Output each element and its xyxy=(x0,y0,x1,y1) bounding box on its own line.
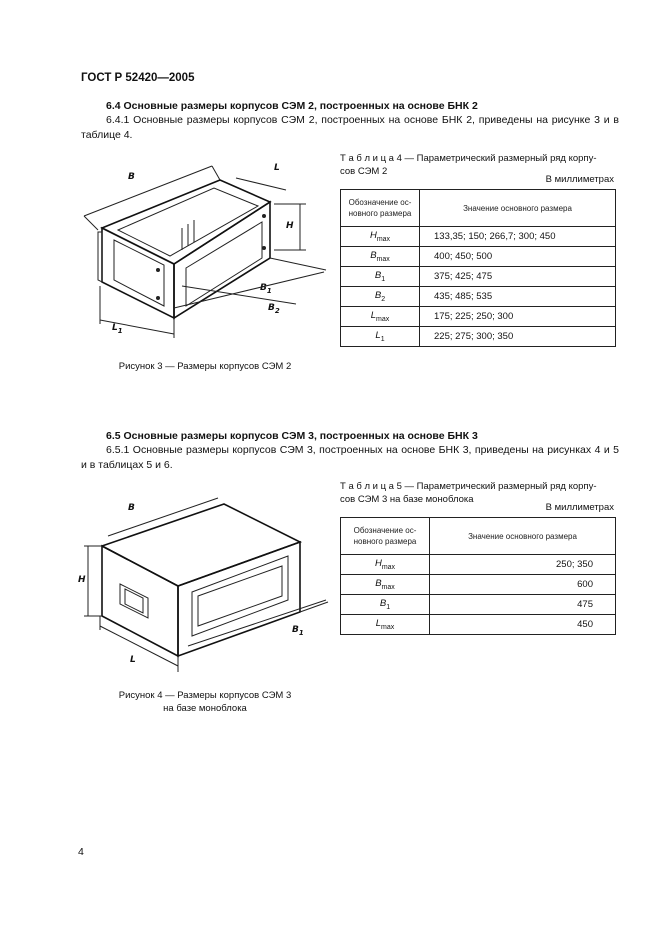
dimension-value: 375; 425; 475 xyxy=(420,267,616,287)
table-row xyxy=(341,575,616,595)
header-line: Обозначение ос- xyxy=(353,526,417,535)
symbol-subscript: max xyxy=(376,255,390,263)
page-number: 4 xyxy=(78,846,84,858)
fig3-label-h: H xyxy=(286,221,294,231)
fig3-ext-line xyxy=(212,166,220,180)
symbol-subscript: max xyxy=(376,315,390,323)
fig4-label-b1: $B_1$ xyxy=(292,625,304,637)
fig3-label-l1: $L_1$ xyxy=(112,323,123,335)
table-row xyxy=(341,287,616,307)
dimension-value: 133,35; 150; 266,7; 300; 450 xyxy=(420,227,616,247)
dimension-value: 400; 450; 500 xyxy=(420,247,616,267)
section-6-4-paragraph: 6.4.1 Основные размеры корпусов СЭМ 2, построенных на основе БНК 2, приведены на рисунке 3 и в таблице 4. xyxy=(81,114,619,141)
fig3-dim-l xyxy=(236,178,286,190)
fig4-dim-b1 xyxy=(188,600,326,646)
table-4-col2-header: Значение основного размера xyxy=(420,190,616,227)
figure-4-drawing xyxy=(78,496,336,676)
section-6-5-paragraph: 6.5.1 Основные размеры корпусов СЭМ 3, построенных на основе БНК 3, приведены на рисунках 4 и 5 и в таблицах 5 и 6. xyxy=(81,444,619,471)
figure-4-caption xyxy=(100,689,310,715)
symbol-subscript: max xyxy=(381,623,395,631)
fig4-label-l: L xyxy=(130,655,136,665)
fig3-label-b: B xyxy=(128,172,135,182)
document-header: ГОСТ Р 52420—2005 xyxy=(81,72,195,84)
symbol-letter: L xyxy=(375,618,382,630)
dimension-value: 250; 350 xyxy=(430,555,616,575)
fig4-front-window-inner xyxy=(125,589,143,613)
table-row xyxy=(341,267,616,287)
symbol-subscript: 2 xyxy=(381,295,386,303)
table-5 xyxy=(340,517,616,635)
table-4-col1-header xyxy=(341,190,420,227)
fig3-hole xyxy=(156,296,160,300)
symbol-subscript: max xyxy=(381,583,395,591)
dimension-value: 475 xyxy=(430,595,616,615)
fig3-front-opening xyxy=(114,240,164,306)
symbol-letter: B xyxy=(370,250,377,262)
symbol-letter: B xyxy=(374,290,382,302)
symbol-letter: H xyxy=(374,558,382,570)
dimension-value: 450 xyxy=(430,615,616,635)
symbol-letter: L xyxy=(375,330,381,342)
fig3-right-opening xyxy=(186,222,262,306)
fig4-top-face xyxy=(102,504,300,586)
dimension-value: 435; 485; 535 xyxy=(420,287,616,307)
table-row xyxy=(341,227,616,247)
dimension-symbol xyxy=(341,615,430,635)
dimension-symbol xyxy=(341,267,420,287)
table-5-col2-header: Значение основного размера xyxy=(430,518,616,555)
table-row xyxy=(341,615,616,635)
header-line: новного размера xyxy=(353,537,417,546)
table-5-caption-line2: сов СЭМ 3 на базе моноблока xyxy=(340,493,474,505)
table-5-header-row xyxy=(341,518,616,555)
figure-3-drawing xyxy=(78,158,338,348)
fig3-label-l: L xyxy=(274,163,280,173)
dimension-symbol xyxy=(341,327,420,347)
symbol-letter: L xyxy=(370,310,377,322)
table-row xyxy=(341,247,616,267)
table-4-header-row xyxy=(341,190,616,227)
table-row xyxy=(341,307,616,327)
header-line: новного размера xyxy=(348,209,412,218)
figure-4-caption-line1: Рисунок 4 — Размеры корпусов СЭМ 3 xyxy=(118,690,292,701)
fig3-label-b2: $B_2$ xyxy=(268,303,280,315)
table-4-caption-line1: Т а б л и ц а 4 — Параметрический размерный ряд корпу- xyxy=(340,153,597,164)
fig4-dim-l xyxy=(100,626,178,666)
fig4-label-h: H xyxy=(78,575,86,585)
header-line: Обозначение ос- xyxy=(348,198,412,207)
fig4-front-face xyxy=(102,546,178,656)
dimension-value: 225; 275; 300; 350 xyxy=(420,327,616,347)
dimension-symbol xyxy=(341,575,430,595)
symbol-letter: H xyxy=(369,230,377,242)
fig3-ext-line xyxy=(270,258,326,270)
symbol-subscript: max xyxy=(376,235,391,243)
table-5-caption-line1: Т а б л и ц а 5 — Параметрический размерный ряд корпу- xyxy=(340,481,597,492)
fig3-ext-line xyxy=(84,216,98,230)
figure-3-caption: Рисунок 3 — Размеры корпусов СЭМ 2 xyxy=(118,361,292,372)
fig4-front-window xyxy=(120,584,148,618)
symbol-letter: B xyxy=(375,578,382,590)
table-4 xyxy=(340,189,616,347)
section-6-4-title: 6.4 Основные размеры корпусов СЭМ 2, построенных на основе БНК 2 xyxy=(106,100,478,112)
dimension-value: 175; 225; 250; 300 xyxy=(420,307,616,327)
fig4-dim-b xyxy=(108,498,218,536)
fig4-right-face xyxy=(178,542,300,656)
section-6-5-title: 6.5 Основные размеры корпусов СЭМ 3, построенных на основе БНК 3 xyxy=(106,430,478,442)
symbol-subscript: 1 xyxy=(381,275,386,283)
symbol-subscript: 1 xyxy=(380,335,385,343)
fig3-hole xyxy=(156,268,160,272)
dimension-symbol xyxy=(341,595,430,615)
table-row xyxy=(341,555,616,575)
fig3-hole xyxy=(262,246,266,250)
table-5-body xyxy=(341,555,616,635)
fig4-right-opening xyxy=(192,556,288,636)
dimension-value: 600 xyxy=(430,575,616,595)
fig3-front-face xyxy=(102,228,174,318)
fig3-dim-b1 xyxy=(182,286,296,304)
table-5-col1-header xyxy=(341,518,430,555)
table-4-body xyxy=(341,227,616,347)
table-row xyxy=(341,595,616,615)
dimension-symbol xyxy=(341,307,420,327)
fig3-top-frame xyxy=(102,180,270,264)
fig4-label-b: B xyxy=(128,503,135,513)
symbol-subscript: max xyxy=(381,563,396,571)
dimension-symbol xyxy=(341,555,430,575)
fig3-dim-b2 xyxy=(174,272,324,308)
symbol-subscript: 1 xyxy=(386,603,391,611)
symbol-letter: B xyxy=(379,598,387,610)
fig3-hole xyxy=(262,214,266,218)
dimension-symbol xyxy=(341,227,420,247)
dimension-symbol xyxy=(341,287,420,307)
table-4-units: В миллиметрах xyxy=(545,174,614,185)
table-4-caption-line2: сов СЭМ 2 xyxy=(340,165,388,177)
figure-4-caption-line2: на базе моноблока xyxy=(163,703,247,714)
table-5-units: В миллиметрах xyxy=(545,502,614,513)
fig3-right-face xyxy=(174,202,270,318)
table-row xyxy=(341,327,616,347)
dimension-symbol xyxy=(341,247,420,267)
fig3-label-b1: $B_1$ xyxy=(260,283,272,295)
symbol-letter: B xyxy=(374,270,382,282)
